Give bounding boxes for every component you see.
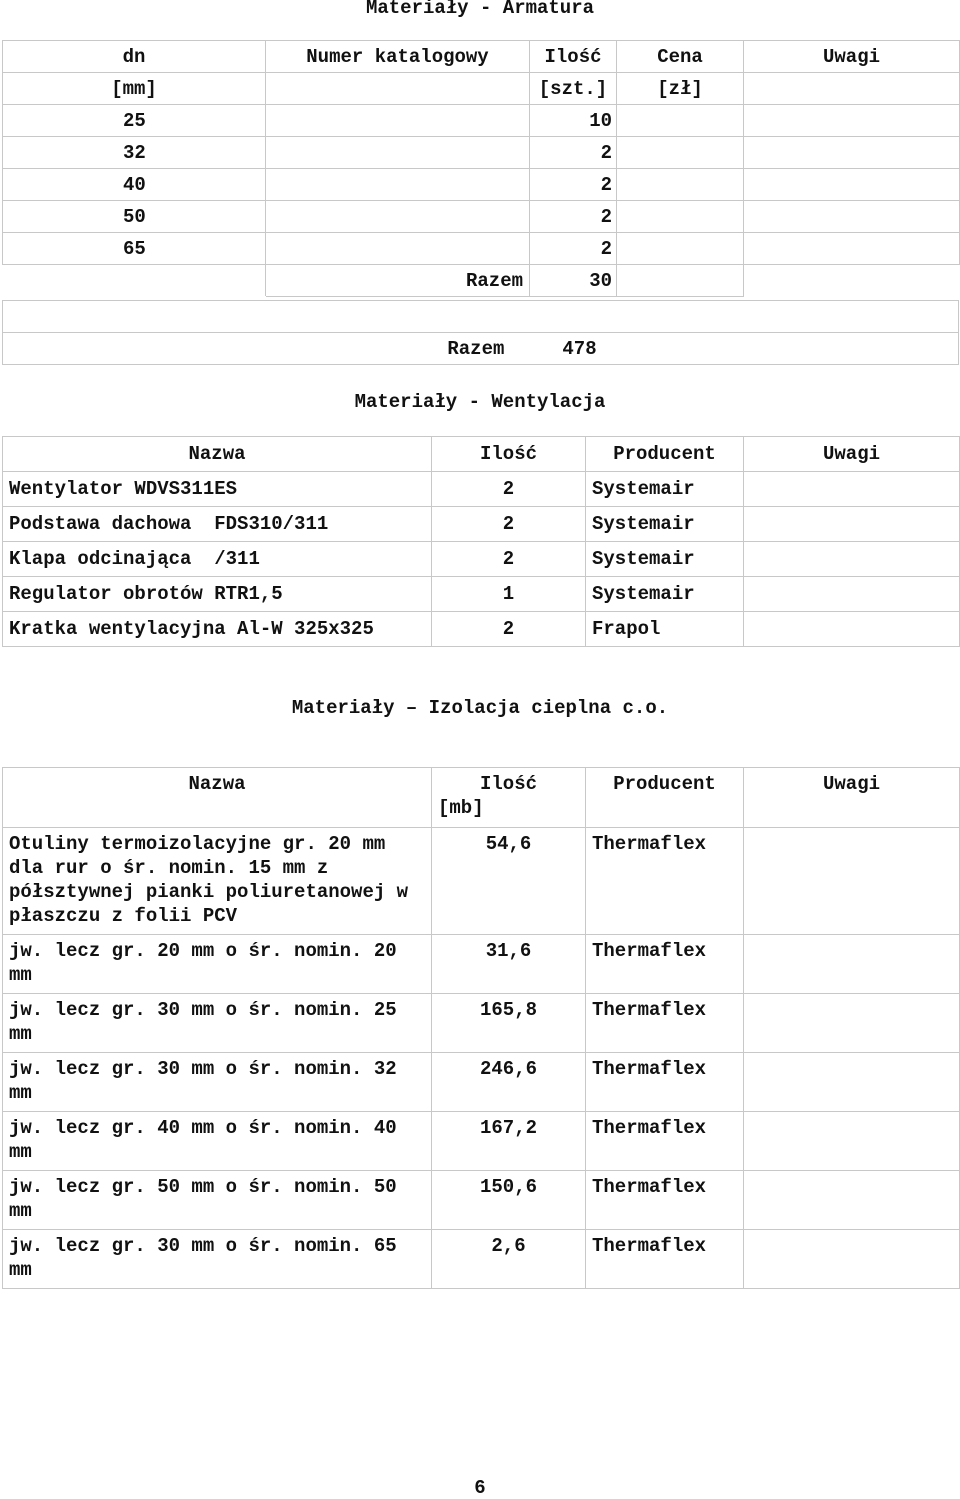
table-row bbox=[3, 1171, 960, 1230]
quantity-cell: 2 bbox=[432, 542, 586, 577]
table-header-row bbox=[3, 768, 960, 828]
izolacja-table bbox=[2, 767, 960, 1289]
column-header-dn: dn bbox=[3, 41, 266, 73]
quantity-header-label: Ilość bbox=[479, 773, 537, 795]
column-header-name: Nazwa bbox=[3, 768, 432, 828]
name-cell: Podstawa dachowa FDS310/311 bbox=[3, 507, 432, 542]
empty-cell bbox=[3, 265, 266, 297]
dn-cell: 32 bbox=[3, 137, 266, 169]
table-row bbox=[3, 137, 960, 169]
column-header-notes: Uwagi bbox=[744, 437, 960, 472]
table-header-row bbox=[3, 437, 960, 472]
producer-cell: Thermaflex bbox=[586, 994, 744, 1053]
column-header-name: Nazwa bbox=[3, 437, 432, 472]
quantity-cell: 1 bbox=[432, 577, 586, 612]
notes-cell bbox=[744, 472, 960, 507]
catalog-cell bbox=[266, 105, 530, 137]
quantity-cell: 2 bbox=[432, 507, 586, 542]
column-header-notes: Uwagi bbox=[744, 41, 960, 73]
table-row bbox=[3, 233, 960, 265]
quantity-cell: 167,2 bbox=[432, 1112, 586, 1171]
izolacja-title: Materiały – Izolacja cieplna c.o. bbox=[291, 697, 669, 719]
empty-cell bbox=[744, 265, 960, 297]
name-cell: Klapa odcinająca /311 bbox=[3, 542, 432, 577]
catalog-cell bbox=[266, 233, 530, 265]
quantity-cell: 2 bbox=[530, 201, 617, 233]
notes-cell bbox=[744, 169, 960, 201]
grand-total-label: Razem bbox=[447, 337, 505, 360]
notes-cell bbox=[744, 994, 960, 1053]
table-units-row bbox=[3, 73, 960, 105]
column-header-catalog-number: Numer katalogowy bbox=[266, 41, 530, 73]
producer-cell: Frapol bbox=[586, 612, 744, 647]
unit-price: [zł] bbox=[617, 73, 744, 105]
price-cell bbox=[617, 233, 744, 265]
page-number: 6 bbox=[474, 1477, 486, 1499]
notes-cell bbox=[744, 137, 960, 169]
quantity-cell: 2 bbox=[530, 137, 617, 169]
catalog-cell bbox=[266, 137, 530, 169]
dn-cell: 25 bbox=[3, 105, 266, 137]
quantity-cell: 150,6 bbox=[432, 1171, 586, 1230]
table-row bbox=[3, 828, 960, 935]
notes-cell bbox=[744, 828, 960, 935]
table-row bbox=[3, 105, 960, 137]
column-header-producer: Producent bbox=[586, 768, 744, 828]
dn-cell: 50 bbox=[3, 201, 266, 233]
price-cell bbox=[617, 105, 744, 137]
column-header-quantity: Ilość bbox=[530, 41, 617, 73]
empty-cell bbox=[3, 301, 959, 333]
price-cell bbox=[617, 137, 744, 169]
producer-cell: Systemair bbox=[586, 507, 744, 542]
producer-cell: Systemair bbox=[586, 472, 744, 507]
notes-cell bbox=[744, 1171, 960, 1230]
catalog-cell bbox=[266, 169, 530, 201]
armatura-title: Materiały - Armatura bbox=[365, 0, 595, 19]
name-cell: jw. lecz gr. 40 mm o śr. nomin. 40 mm bbox=[3, 1112, 432, 1171]
notes-cell bbox=[744, 105, 960, 137]
quantity-cell: 54,6 bbox=[432, 828, 586, 935]
table-row bbox=[3, 1112, 960, 1171]
notes-cell bbox=[744, 542, 960, 577]
name-cell: Regulator obrotów RTR1,5 bbox=[3, 577, 432, 612]
notes-cell bbox=[744, 1230, 960, 1289]
column-header-notes: Uwagi bbox=[744, 768, 960, 828]
notes-cell bbox=[744, 201, 960, 233]
unit-notes bbox=[744, 73, 960, 105]
notes-cell bbox=[744, 612, 960, 647]
grand-total-value: 478 bbox=[562, 337, 597, 360]
quantity-cell: 10 bbox=[530, 105, 617, 137]
producer-cell: Thermaflex bbox=[586, 935, 744, 994]
unit-quantity: [szt.] bbox=[530, 73, 617, 105]
producer-cell: Thermaflex bbox=[586, 1112, 744, 1171]
name-cell: jw. lecz gr. 30 mm o śr. nomin. 65 mm bbox=[3, 1230, 432, 1289]
name-cell: Wentylator WDVS311ES bbox=[3, 472, 432, 507]
table-row bbox=[3, 472, 960, 507]
empty-row bbox=[3, 301, 959, 333]
armatura-table bbox=[2, 40, 960, 297]
notes-cell bbox=[744, 1112, 960, 1171]
table-row bbox=[3, 1053, 960, 1112]
column-header-price: Cena bbox=[617, 41, 744, 73]
table-row bbox=[3, 994, 960, 1053]
grand-total-row bbox=[3, 333, 959, 365]
name-cell: jw. lecz gr. 50 mm o śr. nomin. 50 mm bbox=[3, 1171, 432, 1230]
subtotal-price-cell bbox=[617, 265, 744, 297]
table-row bbox=[3, 577, 960, 612]
table-header-row bbox=[3, 41, 960, 73]
subtotal-row bbox=[3, 265, 960, 297]
name-cell: Otuliny termoizolacyjne gr. 20 mm dla rur o śr. nomin. 15 mm z półsztywnej pianki poliuretanowej w płaszczu z folii PCV bbox=[3, 828, 432, 935]
catalog-cell bbox=[266, 201, 530, 233]
quantity-cell: 2,6 bbox=[432, 1230, 586, 1289]
table-row bbox=[3, 935, 960, 994]
column-header-quantity bbox=[432, 768, 586, 828]
table-row bbox=[3, 542, 960, 577]
table-row bbox=[3, 507, 960, 542]
quantity-cell: 2 bbox=[530, 169, 617, 201]
producer-cell: Thermaflex bbox=[586, 828, 744, 935]
subtotal-label: Razem bbox=[266, 265, 530, 297]
dn-cell: 65 bbox=[3, 233, 266, 265]
quantity-cell: 165,8 bbox=[432, 994, 586, 1053]
producer-cell: Thermaflex bbox=[586, 1171, 744, 1230]
name-cell: jw. lecz gr. 30 mm o śr. nomin. 25 mm bbox=[3, 994, 432, 1053]
quantity-cell: 2 bbox=[530, 233, 617, 265]
column-header-quantity: Ilość bbox=[432, 437, 586, 472]
unit-catalog-number bbox=[266, 73, 530, 105]
table-row bbox=[3, 169, 960, 201]
table-row bbox=[3, 1230, 960, 1289]
column-header-producer: Producent bbox=[586, 437, 744, 472]
grand-total-table bbox=[2, 300, 959, 365]
quantity-cell: 2 bbox=[432, 612, 586, 647]
quantity-header-unit: [mb] bbox=[438, 797, 484, 819]
notes-cell bbox=[744, 577, 960, 612]
producer-cell: Thermaflex bbox=[586, 1053, 744, 1112]
producer-cell: Systemair bbox=[586, 577, 744, 612]
notes-cell bbox=[744, 233, 960, 265]
subtotal-value: 30 bbox=[530, 265, 617, 297]
table-row bbox=[3, 201, 960, 233]
quantity-cell: 246,6 bbox=[432, 1053, 586, 1112]
producer-cell: Systemair bbox=[586, 542, 744, 577]
producer-cell: Thermaflex bbox=[586, 1230, 744, 1289]
grand-total-cell bbox=[3, 333, 959, 365]
unit-dn: [mm] bbox=[3, 73, 266, 105]
notes-cell bbox=[744, 935, 960, 994]
name-cell: jw. lecz gr. 20 mm o śr. nomin. 20 mm bbox=[3, 935, 432, 994]
price-cell bbox=[617, 169, 744, 201]
quantity-cell: 31,6 bbox=[432, 935, 586, 994]
name-cell: Kratka wentylacyjna Al-W 325x325 bbox=[3, 612, 432, 647]
price-cell bbox=[617, 201, 744, 233]
notes-cell bbox=[744, 1053, 960, 1112]
table-row bbox=[3, 612, 960, 647]
wentylacja-title: Materiały - Wentylacja bbox=[354, 391, 606, 413]
name-cell: jw. lecz gr. 30 mm o śr. nomin. 32 mm bbox=[3, 1053, 432, 1112]
quantity-cell: 2 bbox=[432, 472, 586, 507]
wentylacja-table bbox=[2, 436, 960, 647]
notes-cell bbox=[744, 507, 960, 542]
dn-cell: 40 bbox=[3, 169, 266, 201]
